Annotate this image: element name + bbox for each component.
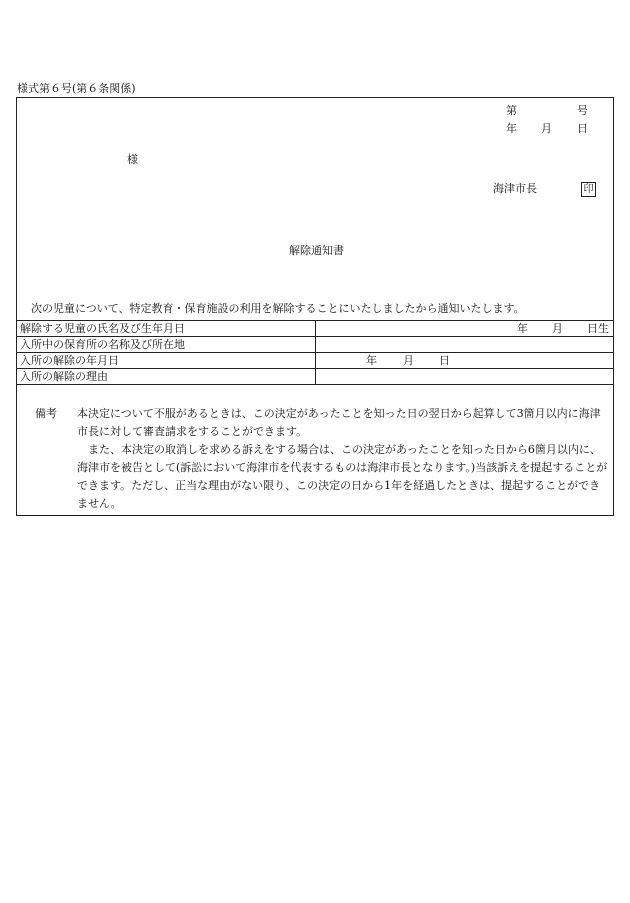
year-label: 年 [517,322,528,335]
issuer-line [493,180,596,197]
cancel-date-value [316,353,614,369]
info-table [17,320,613,385]
row-label: 入所中の保育所の名称及び所在地 [17,337,316,353]
reason-value [316,369,614,385]
row-label: 入所の解除の理由 [17,369,316,385]
number-prefix: 第 [506,104,517,117]
form-number-label: 様式第６号(第６条関係) [17,82,136,95]
issuer-name: 海津市長 [493,182,537,195]
year-label: 年 [366,354,377,367]
remarks-heading: 備考 [35,407,57,420]
row-label: 解除する児童の氏名及び生年月日 [17,321,316,337]
table-row [17,321,613,337]
seal-icon: 印 [581,182,596,197]
document-title: 解除通知書 [289,244,344,257]
remarks-paragraph-2: また、本決定の取消しを求める訴えをする場合は、この決定があったことを知った日から6箇月以内に、海津市を被告として(訴訟において海津市を代表するものは海津市長となります。)当該訴えを提起することができます。ただし、正当な理由がない限り、この決定の日から1年を経過したときは、提起することができません。 [77,443,608,510]
number-suffix: 号 [577,104,588,117]
table-row [17,369,613,385]
month-label: 月 [552,322,563,335]
remarks-section [35,405,611,513]
day-label: 日 [439,354,450,367]
row-label: 入所の解除の年月日 [17,353,316,369]
notice-form [16,97,614,516]
intro-text: 次の児童について、特定教育・保育施設の利用を解除することにいたしましたから通知いたします。 [31,302,525,315]
date-day-label: 日 [577,122,588,135]
remarks-paragraph-1: 本決定について不服があるときは、この決定があったことを知った日の翌日から起算して3箇月以内に海津市長に対して審査請求をすることができます。 [77,407,601,438]
date-month-label: 月 [541,122,552,135]
date-year-label: 年 [506,122,517,135]
table-row [17,337,613,353]
birthdate-value [316,321,614,337]
month-label: 月 [403,354,414,367]
addressee-suffix: 様 [127,153,138,166]
table-row [17,353,613,369]
day-label: 日生 [587,322,609,335]
facility-value [316,337,614,353]
